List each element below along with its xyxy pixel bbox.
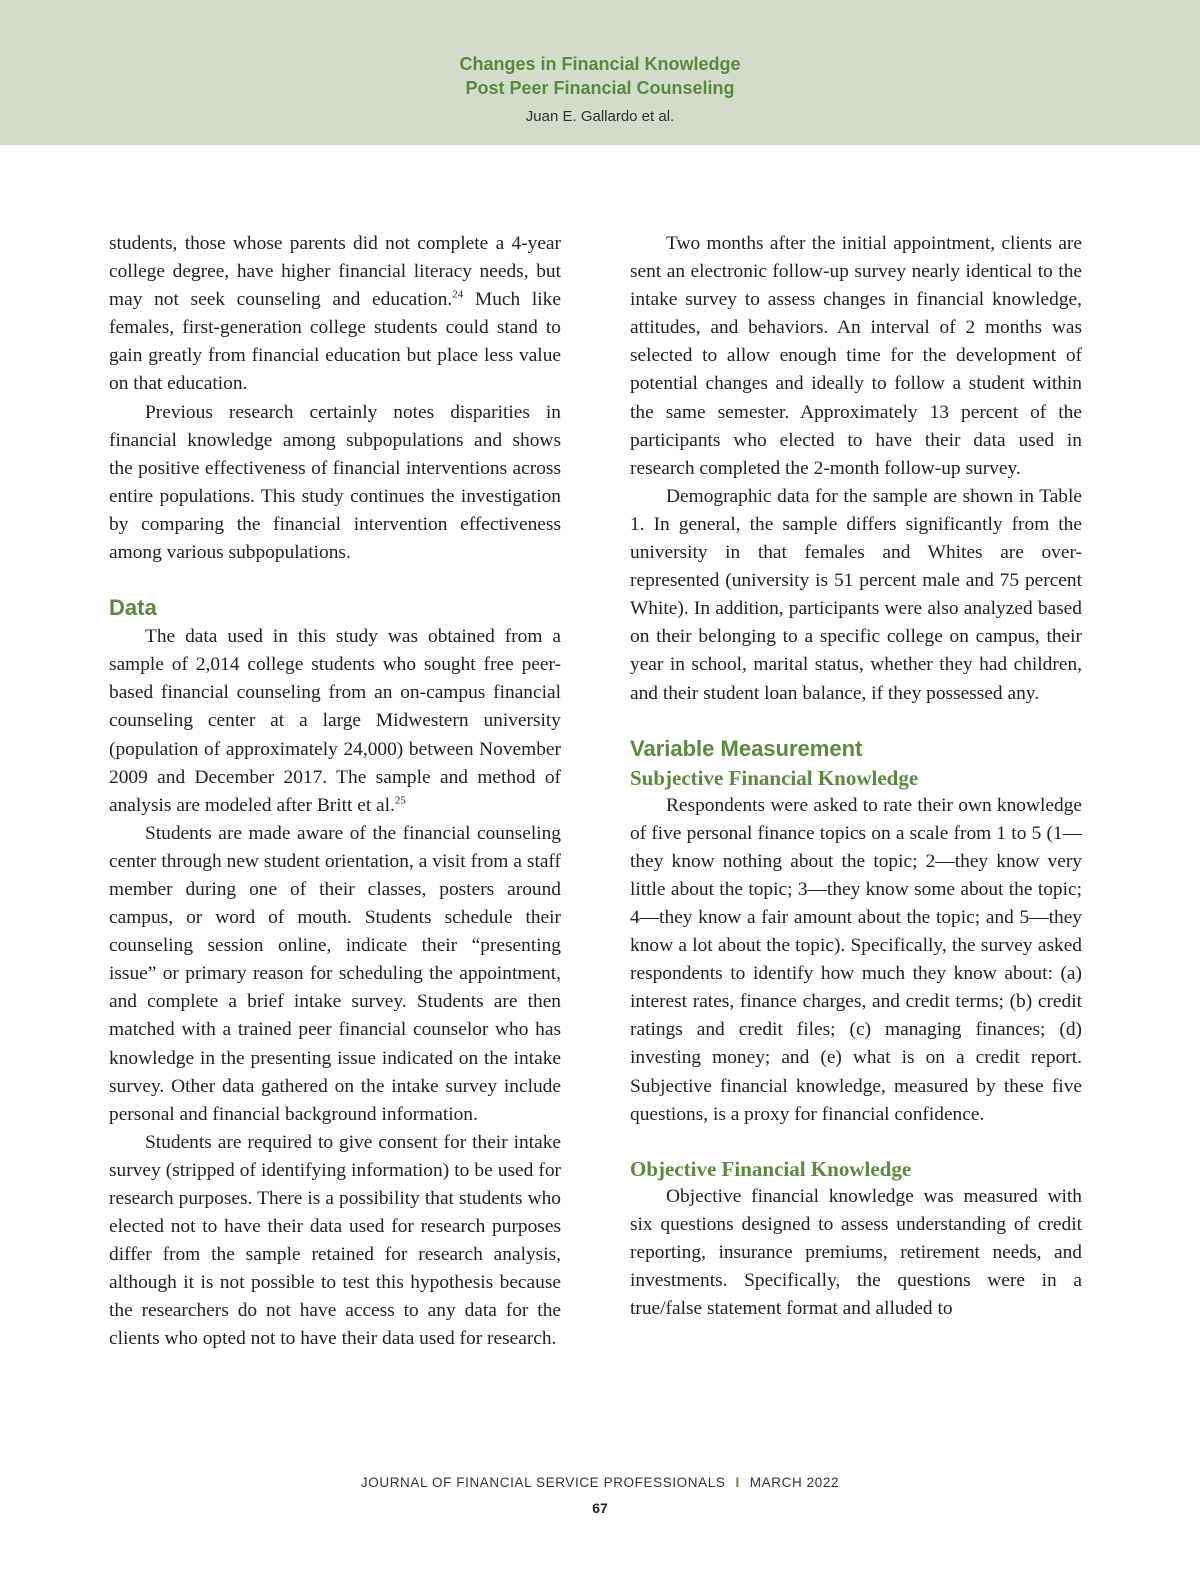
footnote-marker: 24	[452, 288, 464, 301]
running-footer	[0, 1473, 1200, 1493]
paragraph: Demographic data for the sample are shown in Table 1. In general, the sample differs significantly from the university in that females and Whites are over-represented (university is 51 percent male and 75 percent White). In addition, participants were also analyzed based on their belonging to a specific college on campus, their year in school, marital status, whether they had children, and their student loan balance, if they possessed any.	[630, 485, 1082, 704]
footer-separator: I	[735, 1475, 740, 1490]
subsection-heading-subjective: Subjective Financial Knowledge	[630, 765, 919, 790]
subsection-heading-objective: Objective Financial Knowledge	[630, 1156, 912, 1181]
paragraph-text: students, those whose parents did not complete a 4-year college degree, have higher financial literacy needs, but may not seek counseling and education.	[109, 233, 561, 311]
paragraph: Objective financial knowledge was measured with six questions designed to assess understanding of credit reporting, insurance premiums, retirement needs, and investments. Specifically, the questions were in a true/false statement format and alluded to	[630, 1185, 1082, 1320]
paragraph: Previous research certainly notes disparities in financial knowledge among subpopulations and shows the positive effectiveness of financial interventions across entire populations. This study continues the investigation by comparing the financial intervention effectiveness among various subpopulations.	[109, 401, 561, 564]
page-number: 67	[592, 1500, 608, 1516]
section-heading-data: Data	[109, 595, 157, 621]
paragraph-text: The data used in this study was obtained from a sample of 2,014 college students who sought free peer-based financial counseling from an on-campus financial counseling center at a large Midwestern university (population of approximately 24,000) between November 2009 and December 2017. The sample and method of analysis are modeled after Britt et al.	[109, 626, 561, 816]
footnote-marker: 25	[394, 794, 406, 807]
issue-date: MARCH 2022	[749, 1475, 840, 1490]
header-title-line-2: Post Peer Financial Counseling	[465, 78, 735, 98]
running-header	[0, 0, 1200, 145]
journal-name: JOURNAL OF FINANCIAL SERVICE PROFESSIONALS	[360, 1475, 726, 1490]
header-title-line-1: Changes in Financial Knowledge	[459, 54, 741, 74]
paragraph: Respondents were asked to rate their own knowledge of five personal finance topics on a scale from 1 to 5 (1—they know nothing about the topic; 2—they know very little about the topic; 3—they know some about the topic; 4—they know a fair amount about the topic; and 5—they know a lot about the topic). Specifically, the survey asked respondents to identify how much they know about: (a) interest rates, finance charges, and credit terms; (b) credit ratings and credit files; (c) managing finances; (d) investing money; and (e) what is on a credit report. Subjective financial knowledge, measured by these five questions, is a proxy for financial confidence.	[630, 794, 1082, 1125]
paragraph: Students are required to give consent for their intake survey (stripped of identifying information) to be used for research purposes. There is a possibility that students who elected not to have their data used for research purposes differ from the sample retained for research analysis, although it is not possible to test this hypothesis because the researchers do not have access to any data for the clients who opted not to have their data used for research.	[109, 1131, 561, 1350]
paragraph: Two months after the initial appointment, clients are sent an electronic follow-up survey nearly identical to the intake survey to assess changes in financial knowledge, attitudes, and behaviors. An interval of 2 months was selected to allow enough time for the development of potential changes and ideally to follow a student within the same semester. Approximately 13 percent of the participants who elected to have their data used in research completed the 2-month follow-up survey.	[630, 233, 1082, 479]
paragraph-text: Much like females, first-generation college students could stand to gain greatly from financial education but place less value on that education.	[109, 289, 561, 395]
left-column	[109, 230, 561, 1354]
paragraph	[109, 230, 561, 399]
paragraph: Students are made aware of the financial counseling center through new student orientation, a visit from a staff member during one of their classes, posters around campus, or word of mouth. Students schedule their counseling session online, indicate their “presenting issue” or primary reason for scheduling the appointment, and complete a brief intake survey. Students are then matched with a trained peer financial counselor who has knowledge in the presenting issue indicated on the intake survey. Other data gathered on the intake survey include personal and financial background information.	[109, 822, 561, 1125]
paragraph	[109, 623, 561, 820]
header-author: Juan E. Gallardo et al.	[525, 108, 675, 125]
section-heading-variable-measurement: Variable Measurement	[630, 735, 863, 761]
right-column	[630, 230, 1082, 1323]
